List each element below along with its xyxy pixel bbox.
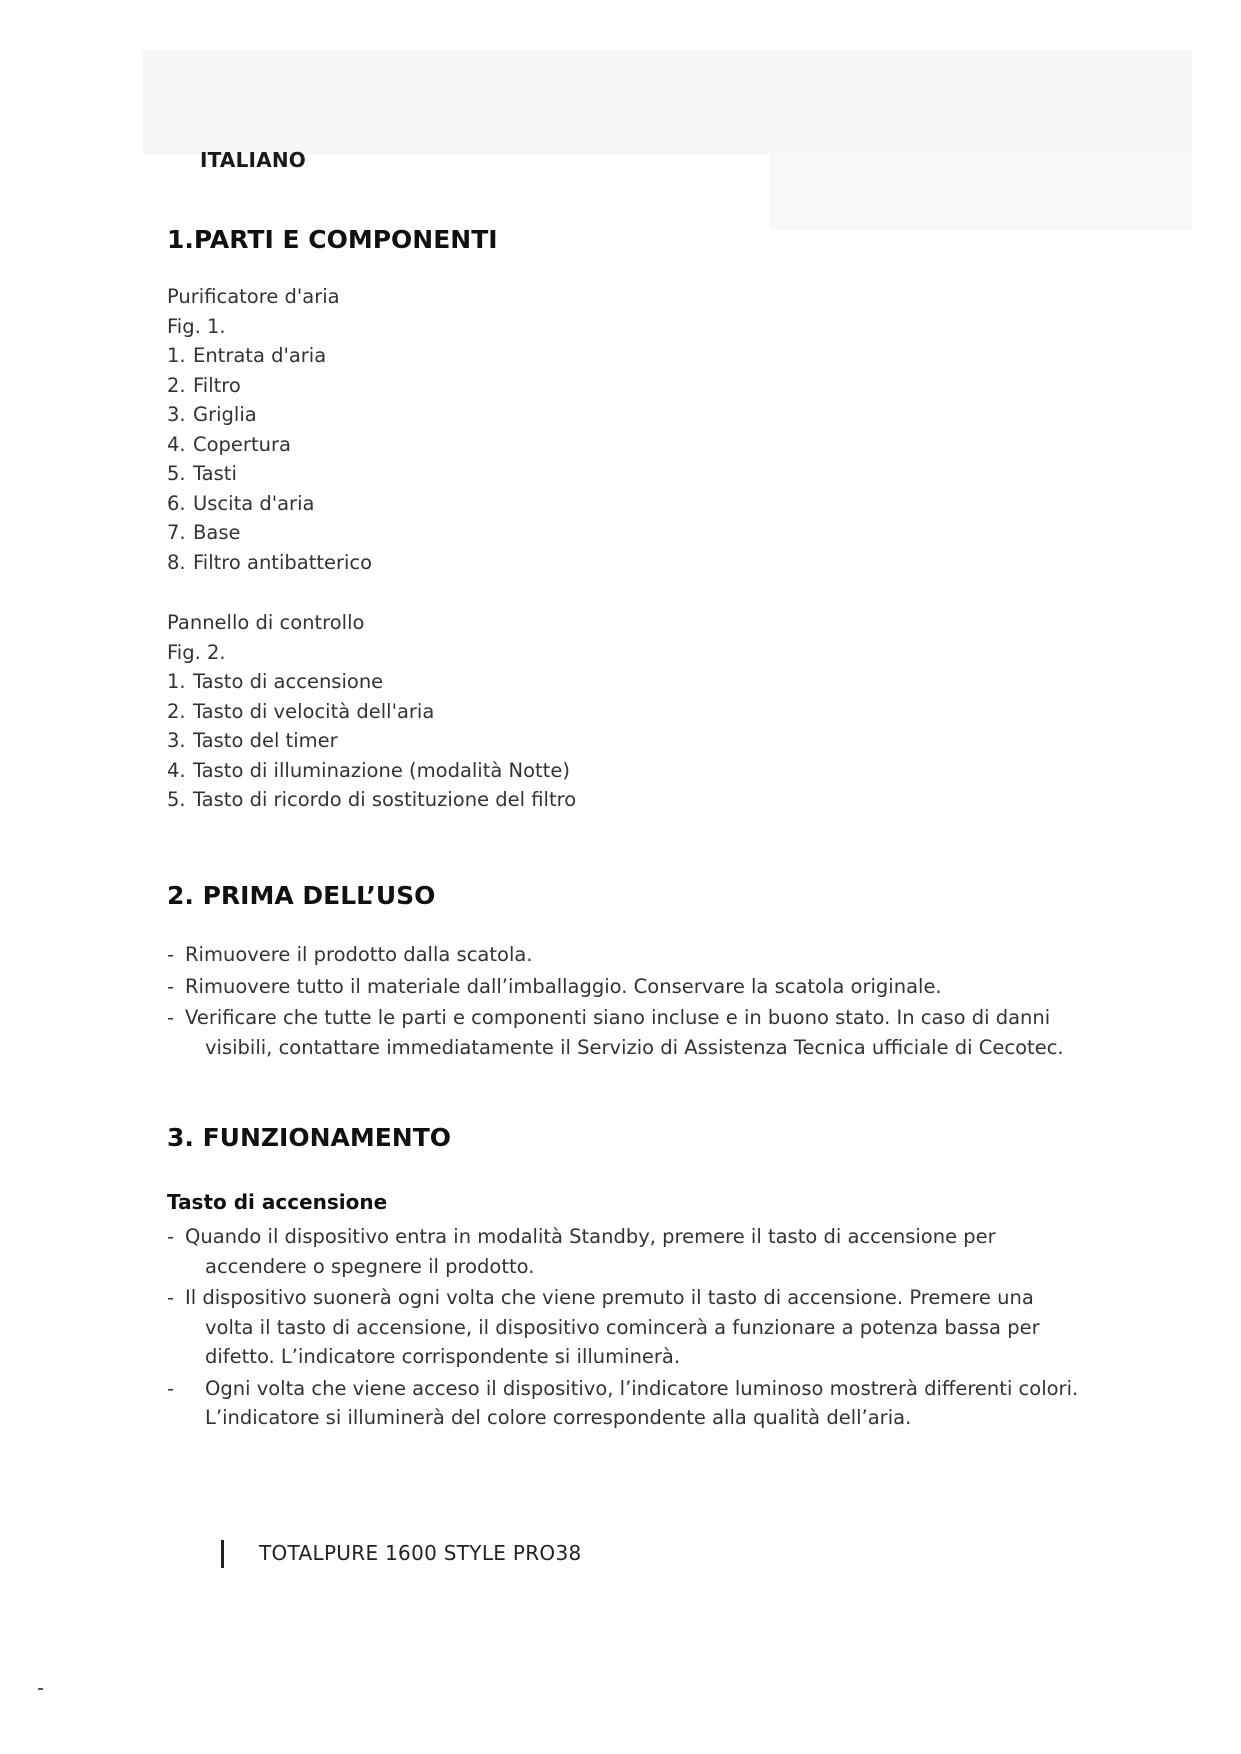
list-item: 2. Filtro <box>167 373 241 397</box>
operation-list <box>167 1222 1087 1435</box>
list-item: - Quando il dispositivo entra in modalità Standby, premere il tasto di accensione per accendere o spegnere il prodotto. <box>167 1225 996 1278</box>
list-item: 5. Tasti <box>167 462 237 485</box>
list-item: - Rimuovere il prodotto dalla scatola. <box>167 943 533 966</box>
list-item: 4. Tasto di illuminazione (modalità Notte) <box>167 758 570 782</box>
scan-shade-right <box>770 150 1192 230</box>
section-2-title: 2. PRIMA DELL’USO <box>167 881 436 910</box>
list-item: 1. Tasto di accensione <box>167 670 384 693</box>
list-item: 1. Entrata d'aria <box>167 344 327 367</box>
list-item: - Verificare che tutte le parti e componenti siano incluse e in buono stato. In caso di danni visibili, contattare immediatamente il Servizio di Assistenza Tecnica ufficiale di Cecotec. <box>167 1006 1064 1059</box>
footer-product-name: TOTALPURE 1600 STYLE PRO38 <box>259 1541 582 1565</box>
list-item: - Ogni volta che viene acceso il dispositivo, l’indicatore luminoso mostrerà differenti colori. L’indicatore si illuminerà del colore correspondente alla qualità dell’aria. <box>167 1376 1079 1429</box>
parts-list-control-panel <box>167 608 576 815</box>
list-item: 5. Tasto di ricordo di sostituzione del filtro <box>167 788 577 811</box>
language-label: ITALIANO <box>200 148 307 172</box>
section-1-title: 1.PARTI E COMPONENTI <box>167 225 498 254</box>
list-item: 3. Tasto del timer <box>167 729 338 752</box>
group-title-control-panel: Pannello di controllo <box>167 611 365 634</box>
parts-list-purifier <box>167 282 372 577</box>
list-item: - Rimuovere tutto il materiale dall’imballaggio. Conservare la scatola originale. <box>167 974 942 998</box>
list-item: 3. Griglia <box>167 403 257 426</box>
list-item: 6. Uscita d'aria <box>167 491 315 515</box>
footer-divider <box>221 1540 224 1568</box>
figure-ref-2: Fig. 2. <box>167 640 226 664</box>
list-item: - Il dispositivo suonerà ogni volta che viene premuto il tasto di accensione. Premere una volta il tasto di accensione, il dispositivo comincerà a funzionare a potenza bassa per difetto. L’indicatore corrispondente si illuminerà. <box>167 1286 1040 1368</box>
scan-mark <box>38 1688 43 1690</box>
list-item: 7. Base <box>167 521 241 544</box>
list-item: 2. Tasto di velocità dell'aria <box>167 699 435 723</box>
list-item: 4. Copertura <box>167 432 291 456</box>
group-title-purifier: Purificatore d'aria <box>167 285 340 308</box>
subsection-title-power-button: Tasto di accensione <box>167 1190 388 1214</box>
before-use-list <box>167 940 1087 1064</box>
list-item: 8. Filtro antibatterico <box>167 550 373 574</box>
scan-shade-top <box>142 50 1192 155</box>
figure-ref-1: Fig. 1. <box>167 314 226 338</box>
section-3-title: 3. FUNZIONAMENTO <box>167 1123 452 1152</box>
